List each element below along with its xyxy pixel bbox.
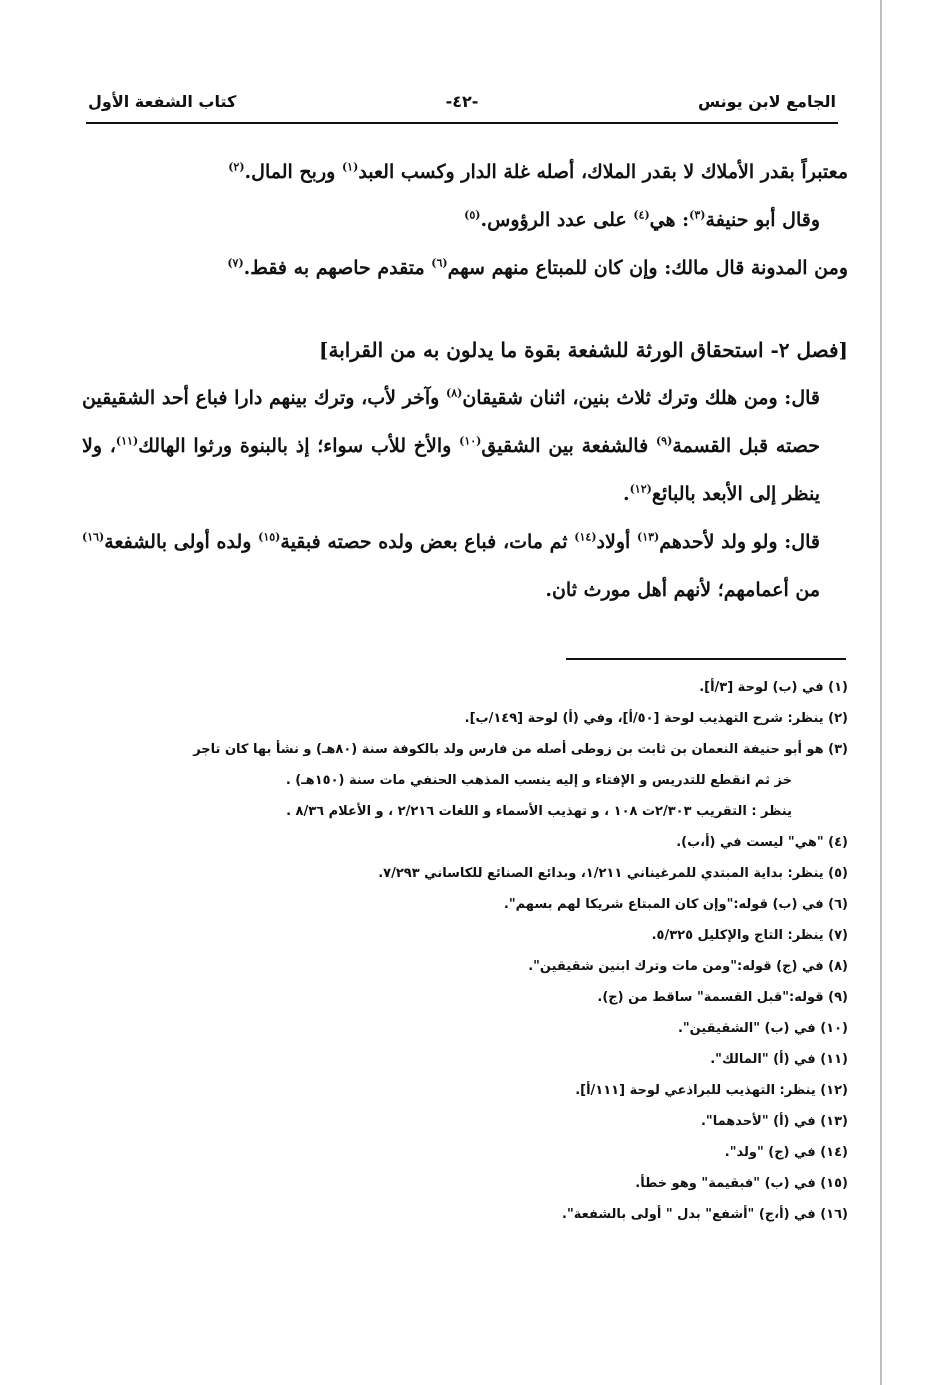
main-text <box>82 148 848 614</box>
footnote-6: (٦) في (ب) قوله:"وإن كان المبتاع شريكا لهم بسهم". <box>503 897 848 912</box>
footnote-ref: (١٥) <box>258 530 281 544</box>
footnote-10: (١٠) في (ب) "الشقيقين". <box>677 1021 848 1036</box>
paragraph-2: وقال أبو حنيفة$^{(٣)}$: هي$^{(٤)}$ على عدد الرؤوس.$^{(٥)}$ <box>464 208 820 231</box>
paragraph-5: قال: ولو ولد لأحدهم$^{(١٣)}$ أولاد$^{(١٤)}$ ثم مات، فباع بعض ولده حصته فبقية$^{(١٥)}$ ولده أولى بالشفعة$^{(١٦)}$ من أعمامهم؛ لأنهم أهل مورث ثان. <box>82 530 820 601</box>
footnote-ref: (١٣) <box>636 530 660 544</box>
header-chapter-title: كتاب الشفعة الأول <box>88 92 237 111</box>
footnote-ref: (٣) <box>689 208 706 222</box>
footnote-ref: (١٠) <box>459 434 482 448</box>
footnote-ref: (١) <box>341 160 359 174</box>
footnotes <box>82 672 848 1230</box>
footnote-1: (١) في (ب) لوحة [٣/أ]. <box>699 680 848 695</box>
footnote-ref: (١٢) <box>629 482 652 496</box>
paragraph-4: قال: ومن هلك وترك ثلاث بنين، اثنان شقيقان$^{(٨)}$ وآخر لأب، وترك بينهم دارا فباع أحد الشقيقين حصته قبل القسمة$^{(٩)}$ فالشفعة بين الشقيق$^{(١٠)}$ والأخ للأب سواء؛ إذ بالبنوة ورثوا الهالك$^{(١١)}$، ولا ينظر إلى الأبعد بالبائع$^{(١٢)}$. <box>82 386 820 505</box>
footnote-5: (٥) ينظر: بداية المبتدي للمرغيناني ١/٢١١، وبدائع الصنائع للكاساني ٧/٢٩٣. <box>378 866 848 881</box>
footnote-11: (١١) في (أ) "المالك". <box>710 1052 848 1067</box>
paragraph-1: معتبراً بقدر الأملاك لا بقدر الملاك، أصله غلة الدار وكسب العبد$^{(١)}$ وربح المال.$^{(٢)}$ <box>228 160 848 183</box>
footnote-13: (١٣) في (أ) "لأحدهما". <box>700 1114 848 1129</box>
footnote-8: (٨) في (ج) قوله:"ومن مات وترك ابنين شقيقين". <box>528 959 848 974</box>
footnote-ref: (١٤) <box>574 530 597 544</box>
footnote-7: (٧) ينظر: التاج والإكليل ٥/٣٢٥. <box>651 928 848 943</box>
footnote-ref: (٢) <box>228 160 245 174</box>
footnote-ref: (٩) <box>655 434 673 448</box>
page-number: -٤٢- <box>445 92 479 111</box>
footnote-3: (٣) هو أبو حنيفة النعمان بن ثابت بن زوطى أصله من فارس ولد بالكوفة سنة (٨٠هـ) و نشأ بها كان تاجر <box>193 742 848 757</box>
paragraph-3: ومن المدونة قال مالك: وإن كان للمبتاع منهم سهم$^{(٦)}$ متقدم حاصهم به فقط.$^{(٧)}$ <box>227 256 848 279</box>
section-gap <box>82 292 848 326</box>
footnote-ref: (٥) <box>464 208 481 222</box>
footnote-2: (٢) ينظر: شرح التهذيب لوحة [٥٠/أ]، وفي (أ) لوحة [١٤٩/ب]. <box>464 711 848 726</box>
footnote-14: (١٤) في (ج) "ولد". <box>724 1145 848 1160</box>
section-title: [فصل ٢- استحقاق الورثة للشفعة بقوة ما يدلون به من القرابة] <box>319 338 848 362</box>
footnote-ref: (٨) <box>445 386 463 400</box>
footnote-16: (١٦) في (أ،ج) "أشفع" بدل " أولى بالشفعة". <box>562 1207 848 1222</box>
footnote-ref: (١١) <box>115 434 139 448</box>
running-header <box>88 88 836 118</box>
footnote-3-continuation: خز ثم انقطع للتدريس و الإفتاء و إليه ينسب المذهب الحنفي مات سنة (١٥٠هـ) . <box>285 773 792 788</box>
footnote-12: (١٢) ينظر: التهذيب للبراذعي لوحة [١١١/أ]. <box>575 1083 848 1098</box>
footnote-3-references: ينظر : التقريب ٢/٣٠٣ت ١٠٨ ، و تهذيب الأسماء و اللغات ٢/٢١٦ ، و الأعلام ٨/٣٦ . <box>286 804 792 819</box>
header-rule <box>86 122 838 124</box>
footnote-ref: (٤) <box>633 208 650 222</box>
header-book-title: الجامع لابن يونس <box>698 92 836 111</box>
footnote-9: (٩) قوله:"قبل القسمة" ساقط من (ج). <box>597 990 848 1005</box>
footnote-ref: (١٦) <box>82 530 105 544</box>
footnote-ref: (٧) <box>227 256 244 270</box>
footnote-4: (٤) "هي" ليست في (أ،ب). <box>676 835 848 850</box>
footnote-ref: (٦) <box>431 256 448 270</box>
page-edge-line <box>880 0 882 1385</box>
footnote-separator <box>566 658 846 660</box>
footnote-15: (١٥) في (ب) "فبقيمة" وهو خطأ. <box>635 1176 848 1191</box>
